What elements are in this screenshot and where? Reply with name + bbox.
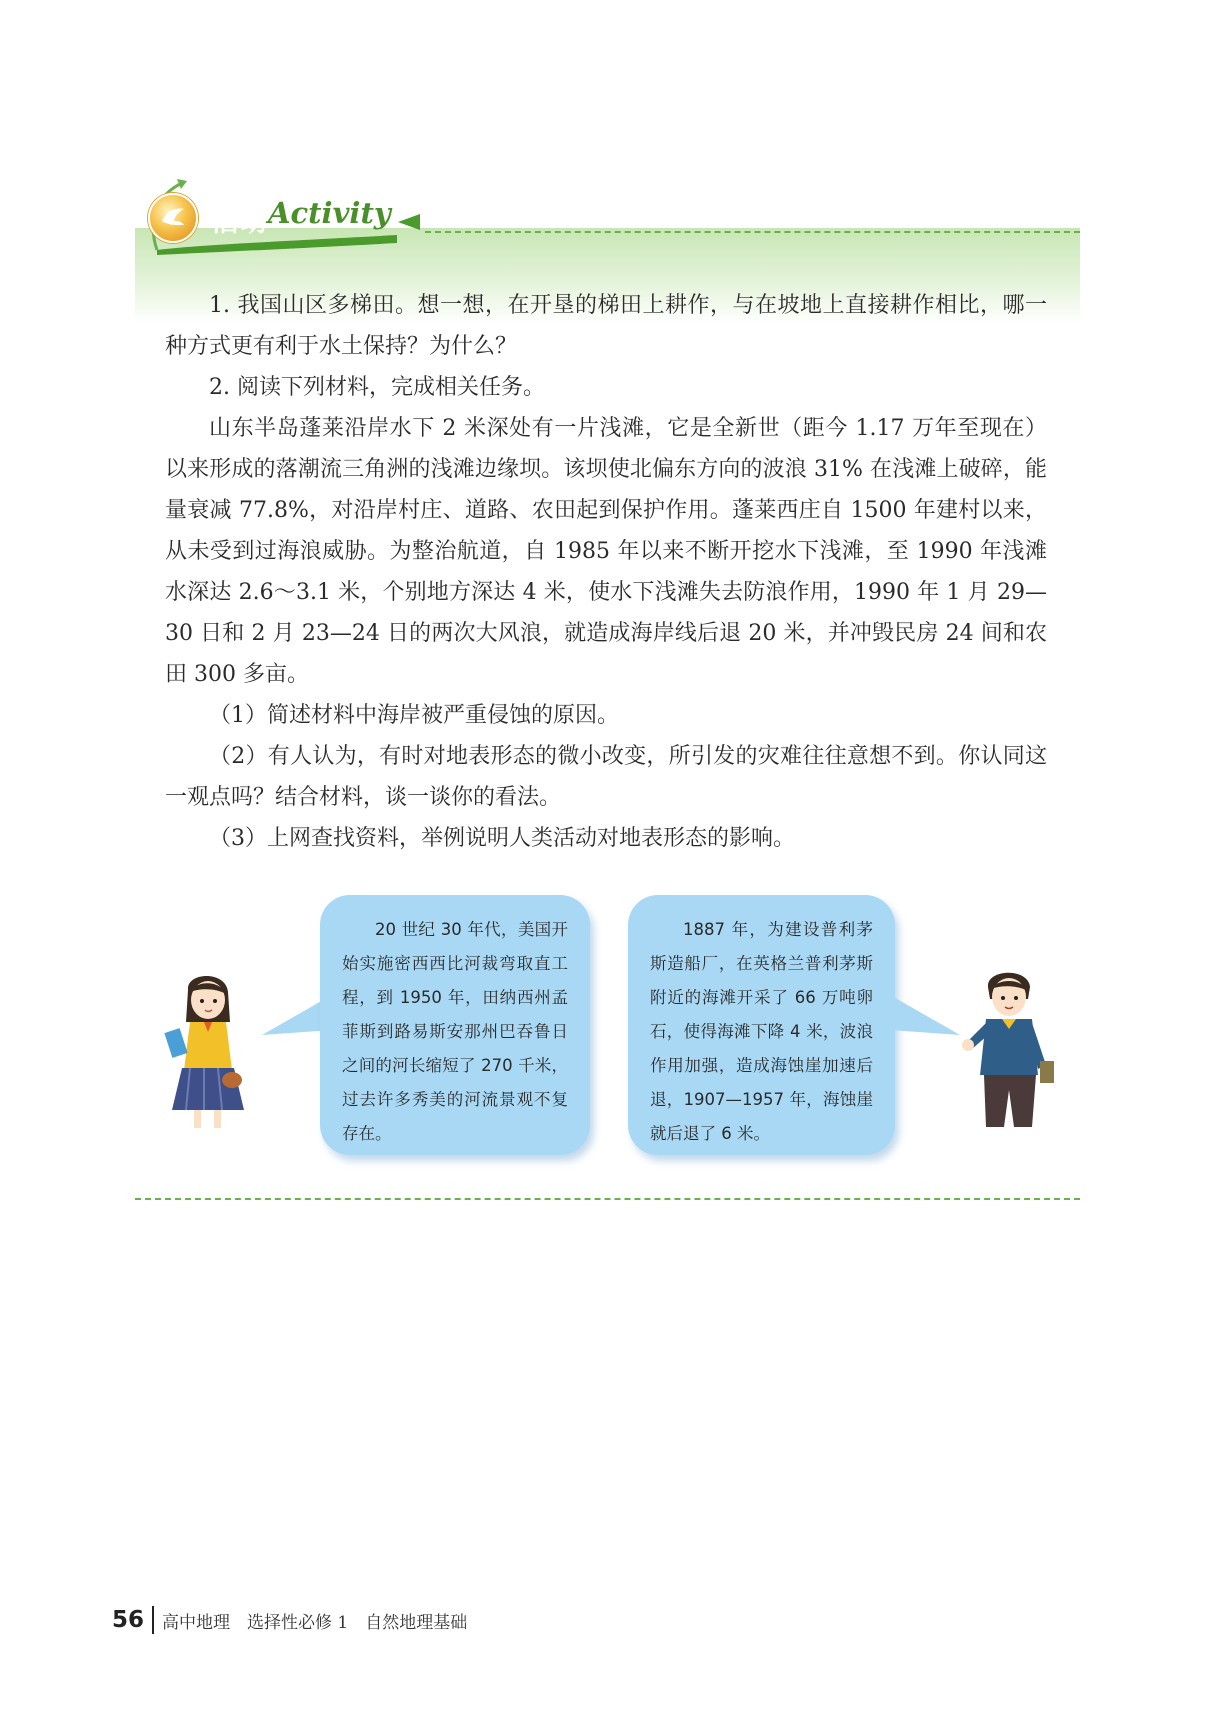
reading-material: 山东半岛蓬莱沿岸水下 2 米深处有一片浅滩，它是全新世（距今 1.17 万年至现在）以来形成的落潮流三角洲的浅滩边缘坝。该坝使北偏东方向的波浪 31% 在浅滩上破碎，能量衰减 77.8%，对沿岸村庄、道路、农田起到保护作用。蓬莱西庄自 1500 年建村以来，从未受到过海浪威胁。为整治航道，自 1985 年以来不断开挖水下浅滩，至 1990 年浅滩水深达 2.6～3.1 米，个别地方深达 4 米，使水下浅滩失去防浪作用，1990 年 1 月 29—30 日和 2 月 23—24 日的两次大风浪，就造成海岸线后退 20 米，并冲毁民房 24 间和农田 300 多亩。 [165,416,1047,687]
bubble-left-text: 20 世纪 30 年代，美国开始实施密西西比河裁弯取直工程，到 1950 年，田纳西州孟菲斯到路易斯安那州巴吞鲁日之间的河长缩短了 270 千米，过去许多秀美的河流景观不复存在。 [342,920,568,1143]
task-3: （3）上网查找资料，举例说明人类活动对地表形态的影响。 [209,826,795,851]
activity-content [165,285,1047,859]
activity-label-cn: 活动 [212,207,268,238]
boy-student-illustration [958,965,1058,1130]
bubble-right-tail [890,990,960,1050]
question-1: 1. 我国山区多梯田。想一想，在开垦的梯田上耕作，与在坡地上直接耕作相比，哪一种方式更有利于水土保持？为什么？ [165,293,1047,359]
page-footer [112,1605,467,1635]
question-2: 2. 阅读下列材料，完成相关任务。 [209,375,545,400]
speech-bubble-plymouth [628,895,895,1155]
book-title: 高中地理 选择性必修 1 自然地理基础 [162,1612,468,1633]
speech-bubble-mississippi [320,895,590,1155]
footer-divider [152,1606,154,1634]
task-1: （1）简述材料中海岸被严重侵蚀的原因。 [209,703,619,728]
activity-logo [148,190,418,250]
page-number: 56 [112,1607,145,1633]
bubble-right-text: 1887 年，为建设普利茅斯造船厂，在英格兰普利茅斯附近的海滩开采了 66 万吨卵石，使得海滩下降 4 米，波浪作用加强，造成海蚀崖加速后退，1907—1957 年，海蚀崖就后退了 6 米。 [650,920,873,1143]
activity-label-en: Activity [268,196,391,230]
girl-student-illustration [160,970,255,1130]
bottom-dashed-line [135,1198,1080,1200]
dove-icon [148,193,198,243]
header-dashed-line [425,231,1080,233]
task-2: （2）有人认为，有时对地表形态的微小改变，所引发的灾难往往意想不到。你认同这一观点吗？结合材料，谈一谈你的看法。 [165,744,1047,810]
header-pointer-icon [398,214,420,230]
